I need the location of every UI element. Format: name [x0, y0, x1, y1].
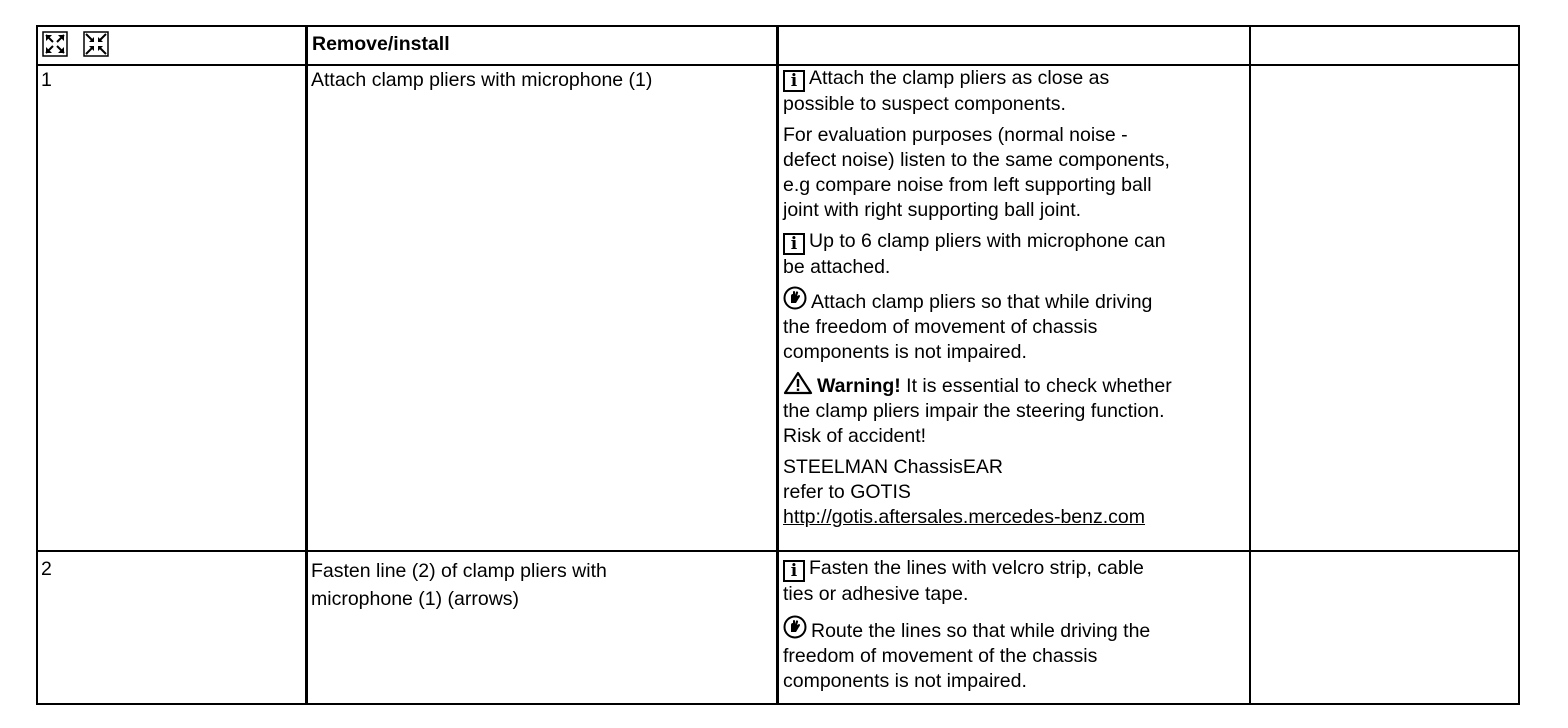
- caution-text-line: Attach clamp pliers so that while driving: [811, 291, 1153, 313]
- warning-text-line: the clamp pliers impair the steering function.: [783, 400, 1165, 422]
- info-note: [783, 66, 1243, 92]
- table-border-right: [1518, 25, 1520, 705]
- header-remove-install: Remove/install: [312, 33, 450, 55]
- caution-note: [783, 286, 1243, 315]
- info-text-line: possible to suspect components.: [783, 93, 1066, 115]
- caution-text-line: freedom of movement of the chassis: [783, 645, 1098, 667]
- table-col-divider: [1249, 25, 1251, 705]
- warning-label: Warning!: [817, 375, 901, 397]
- step-notes: [783, 556, 1243, 694]
- evaluation-note: [783, 123, 1243, 223]
- evaluation-line: defect noise) listen to the same components,: [783, 149, 1170, 171]
- tool-name: STEELMAN ChassisEAR: [783, 456, 1003, 478]
- step-action: [311, 557, 607, 613]
- note-hand-icon: [783, 286, 807, 310]
- info-text-line: Fasten the lines with velcro strip, cable: [809, 557, 1144, 579]
- note-hand-icon: [783, 615, 807, 639]
- tool-reference: refer to GOTIS: [783, 481, 911, 503]
- info-text-line: Up to 6 clamp pliers with microphone can: [809, 230, 1166, 252]
- step-action: Attach clamp pliers with microphone (1): [311, 69, 653, 91]
- step-notes: [783, 66, 1243, 530]
- caution-text-line: the freedom of movement of chassis: [783, 316, 1098, 338]
- table-col-divider: [776, 25, 779, 705]
- warning-text-line: It is essential to check whether: [900, 375, 1172, 397]
- step-number: 2: [41, 558, 52, 580]
- step-number: 1: [41, 69, 52, 91]
- evaluation-line: e.g compare noise from left supporting ball: [783, 174, 1152, 196]
- warning-note: [783, 371, 1243, 399]
- caution-text-line: components is not impaired.: [783, 670, 1027, 692]
- collapse-icon[interactable]: [83, 31, 109, 57]
- info-text-line: be attached.: [783, 256, 891, 278]
- caution-text-line: components is not impaired.: [783, 341, 1027, 363]
- step-action-line: microphone (1) (arrows): [311, 588, 520, 610]
- table-border-left: [36, 25, 38, 705]
- warning-text-line: Risk of accident!: [783, 425, 927, 447]
- info-icon: i: [783, 560, 805, 582]
- expand-icon[interactable]: [42, 31, 68, 57]
- gotis-link[interactable]: http://gotis.aftersales.mercedes-benz.com: [783, 506, 1145, 528]
- evaluation-line: joint with right supporting ball joint.: [783, 199, 1082, 221]
- warning-triangle-icon: [783, 371, 813, 395]
- table-col-divider: [305, 25, 308, 705]
- info-text-line: ties or adhesive tape.: [783, 583, 969, 605]
- caution-note: [783, 615, 1243, 644]
- info-icon: i: [783, 233, 805, 255]
- caution-text-line: Route the lines so that while driving the: [811, 620, 1151, 642]
- info-note: [783, 229, 1243, 255]
- step-action-line: Fasten line (2) of clamp pliers with: [311, 560, 607, 582]
- info-text-line: Attach the clamp pliers as close as: [809, 67, 1110, 89]
- evaluation-line: For evaluation purposes (normal noise -: [783, 124, 1128, 146]
- info-icon: i: [783, 70, 805, 92]
- header-icon-cell: [42, 31, 109, 57]
- info-note: [783, 556, 1243, 582]
